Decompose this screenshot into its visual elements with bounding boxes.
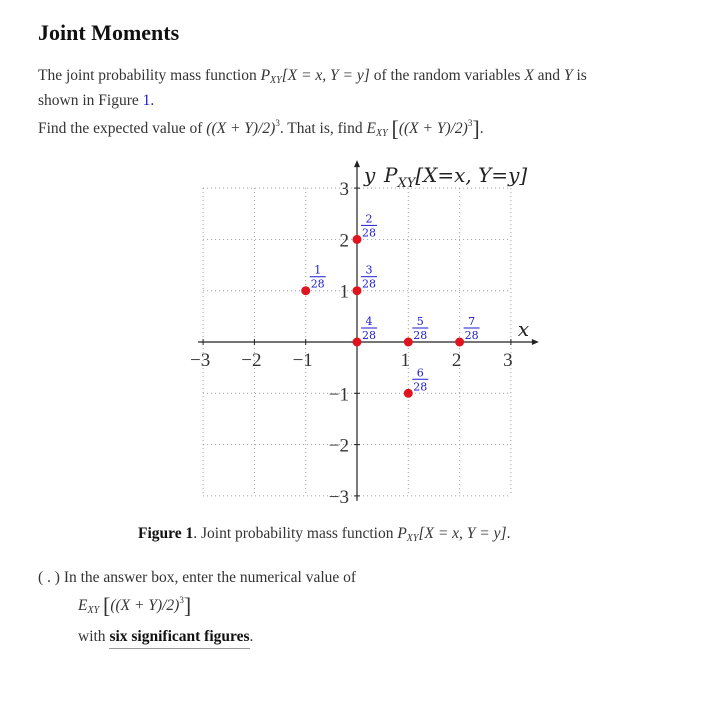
point-label-numerator: 3 bbox=[365, 263, 373, 277]
x-tick-label: −3 bbox=[189, 350, 211, 371]
question-line: ( . ) In the answer box, enter the numerical value of bbox=[38, 569, 357, 586]
page-title: Joint Moments bbox=[38, 20, 180, 45]
chart-ticks bbox=[190, 179, 513, 508]
x-tick-label: 2 bbox=[451, 350, 462, 371]
figure-link[interactable]: 1 bbox=[142, 92, 151, 109]
chart-title bbox=[383, 163, 527, 191]
point-label-numerator: 5 bbox=[416, 315, 424, 328]
point-label-denominator: 28 bbox=[362, 329, 376, 342]
question-marker: ( . ) bbox=[38, 569, 60, 586]
data-point bbox=[353, 235, 362, 244]
data-point bbox=[353, 286, 362, 295]
point-label-numerator: 6 bbox=[416, 366, 424, 380]
y-axis-label: y bbox=[364, 163, 376, 188]
x-tick-label: −2 bbox=[241, 350, 262, 371]
point-label-denominator: 28 bbox=[362, 226, 376, 240]
point-label-denominator: 28 bbox=[310, 277, 325, 291]
y-tick-label: −2 bbox=[328, 435, 349, 457]
y-axis-arrow bbox=[354, 160, 360, 167]
point-label-denominator: 28 bbox=[413, 329, 428, 342]
data-point bbox=[301, 286, 310, 295]
intro-paragraph: The joint probability mass function $P_{XY}[X = x$, Y = y] of the random variables X and Y is shown in Figure 1. bbox=[38, 67, 587, 109]
question-instruction: with six significant figures. bbox=[78, 628, 253, 646]
point-label-denominator: 28 bbox=[464, 329, 479, 342]
point-label-numerator: 1 bbox=[314, 263, 322, 277]
data-point bbox=[404, 389, 413, 398]
significant-figures-note: six significant figures bbox=[109, 628, 249, 649]
task-paragraph: Find the expected value of $((X + Y)/2)^3$. That is, find $E_{XY}$ $[((X + Y)/2)^3]$. bbox=[38, 116, 484, 141]
x-tick-label: 1 bbox=[400, 350, 411, 371]
point-label-numerator: 7 bbox=[468, 315, 476, 328]
y-tick-label: 1 bbox=[339, 281, 349, 303]
x-axis-label: x bbox=[517, 317, 530, 341]
chart-title-symbol: P bbox=[384, 163, 398, 188]
x-tick-label: −1 bbox=[292, 350, 313, 371]
point-label-denominator: 28 bbox=[362, 277, 376, 291]
data-point bbox=[404, 338, 413, 347]
y-tick-label: −3 bbox=[328, 486, 349, 508]
point-label-numerator: 2 bbox=[365, 212, 373, 226]
data-point bbox=[353, 338, 362, 347]
point-label-numerator: 4 bbox=[365, 315, 373, 328]
x-tick-label: 3 bbox=[503, 350, 513, 371]
y-tick-label: −1 bbox=[328, 384, 349, 406]
data-point bbox=[455, 338, 464, 347]
x-axis-arrow bbox=[532, 339, 539, 345]
point-label-denominator: 28 bbox=[413, 380, 428, 394]
question-expression: $E_{XY}$ $[((X + Y)/2)^3]$ bbox=[78, 593, 192, 618]
chart-title-args: [X=x, Y=y] bbox=[415, 163, 528, 188]
y-tick-label: 2 bbox=[339, 230, 349, 252]
figure-caption: Figure 1. Joint probability mass function $P_{XY}[X = x$, Y = y]. bbox=[138, 525, 511, 544]
y-tick-label: 3 bbox=[339, 179, 349, 201]
chart-title-subscript: XY bbox=[397, 176, 416, 192]
